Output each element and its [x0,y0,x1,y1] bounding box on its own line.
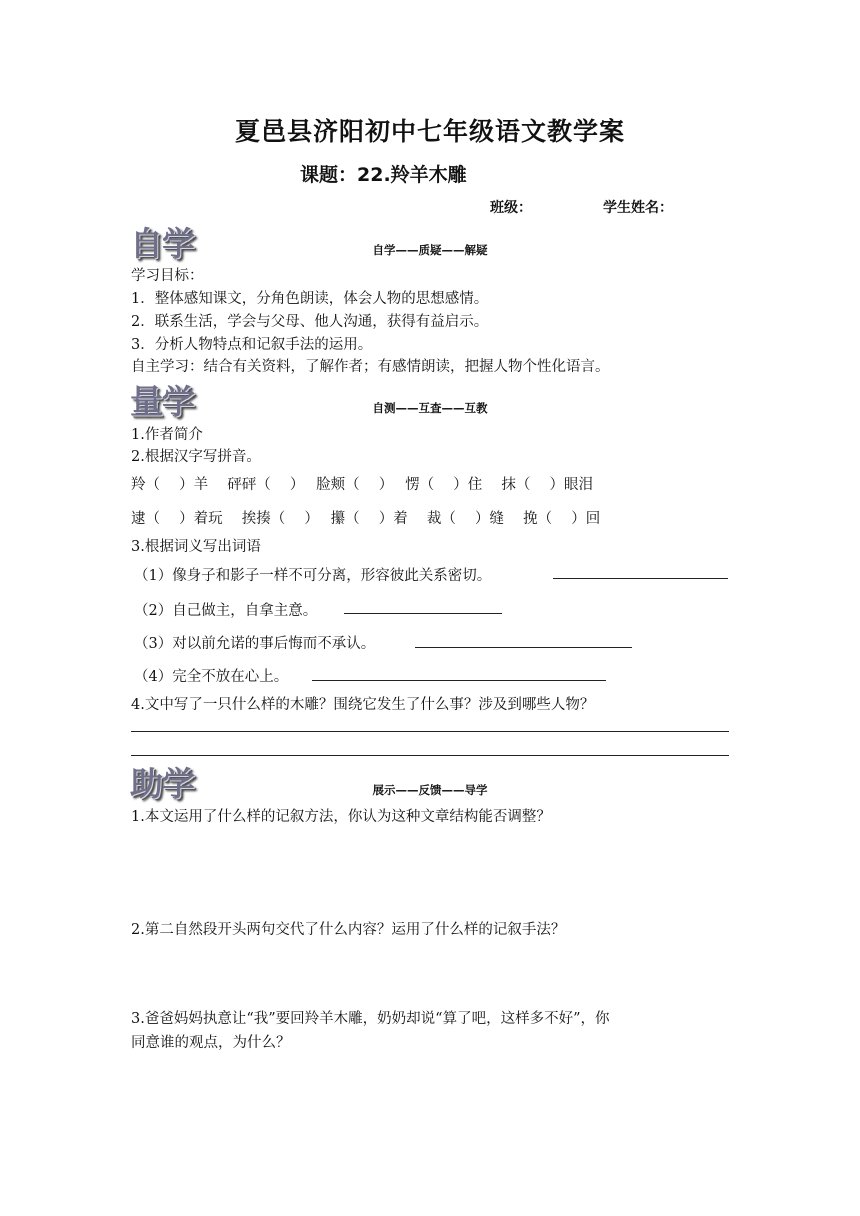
definition-item: （2）自己做主，自拿主意。 [134,603,318,619]
answer-blank[interactable] [344,613,502,614]
answer-blank[interactable] [415,647,632,648]
help-question-1: 1.本文运用了什么样的记叙方法，你认为这种文章结构能否调整？ [131,809,551,825]
help-emblem: 助学 [130,764,194,803]
measure-emblem: 量学 [130,382,194,421]
answer-rule[interactable] [131,755,729,756]
student-name-label: 学生姓名： [603,200,673,216]
self-study-banner: 自学——质疑——解疑 [372,243,488,257]
goal-item: 3．分析人物特点和记叙手法的运用。 [131,337,373,353]
goals-label: 学习目标： [131,268,204,284]
lesson-subtitle: 课题：22.羚羊木雕 [300,164,467,186]
question-3: 3.根据词义写出词语 [131,539,261,555]
measure-banner: 自测——互查——互教 [372,401,488,415]
pinyin-row-1: 羚（ ）羊 砰砰（ ） 脸颊（ ） 愣（ ）住 抹（ ）眼泪 [131,477,593,493]
question-1: 1.作者简介 [131,427,203,443]
question-4: 4.文中写了一只什么样的木雕？围绕它发生了什么事？涉及到哪些人物？ [131,697,595,713]
class-label: 班级： [490,200,532,216]
self-learning-text: 自主学习：结合有关资料，了解作者；有感情朗读，把握人物个性化语言。 [131,359,610,375]
help-question-3: 3.爸爸妈妈执意让“我”要回羚羊木雕，奶奶却说“算了吧，这样多不好”，你 [131,1011,610,1027]
goal-item: 2．联系生活，学会与父母、他人沟通，获得有益启示。 [131,314,489,330]
question-2: 2.根据汉字写拼音。 [131,449,261,465]
definition-item: （3）对以前允诺的事后悔而不承认。 [134,636,376,652]
goal-item: 1．整体感知课文，分角色朗读，体会人物的思想感情。 [131,291,489,307]
help-banner: 展示——反馈——导学 [372,783,488,797]
help-question-3-continued: 同意谁的观点，为什么？ [131,1035,291,1051]
definition-item: （4）完全不放在心上。 [134,669,289,685]
answer-rule[interactable] [131,731,729,732]
answer-blank[interactable] [553,578,728,579]
page-title: 夏邑县济阳初中七年级语文教学案 [234,117,625,146]
help-question-2: 2.第二自然段开头两句交代了什么内容？运用了什么样的记叙手法？ [131,922,566,938]
definition-item: （1）像身子和影子一样不可分离，形容彼此关系密切。 [134,568,492,584]
self-study-emblem: 自学 [130,224,194,263]
pinyin-row-2: 逮（ ）着玩 挨揍（ ） 攥（ ）着 裁（ ）缝 挽（ ）回 [131,511,601,527]
answer-blank[interactable] [312,680,606,681]
